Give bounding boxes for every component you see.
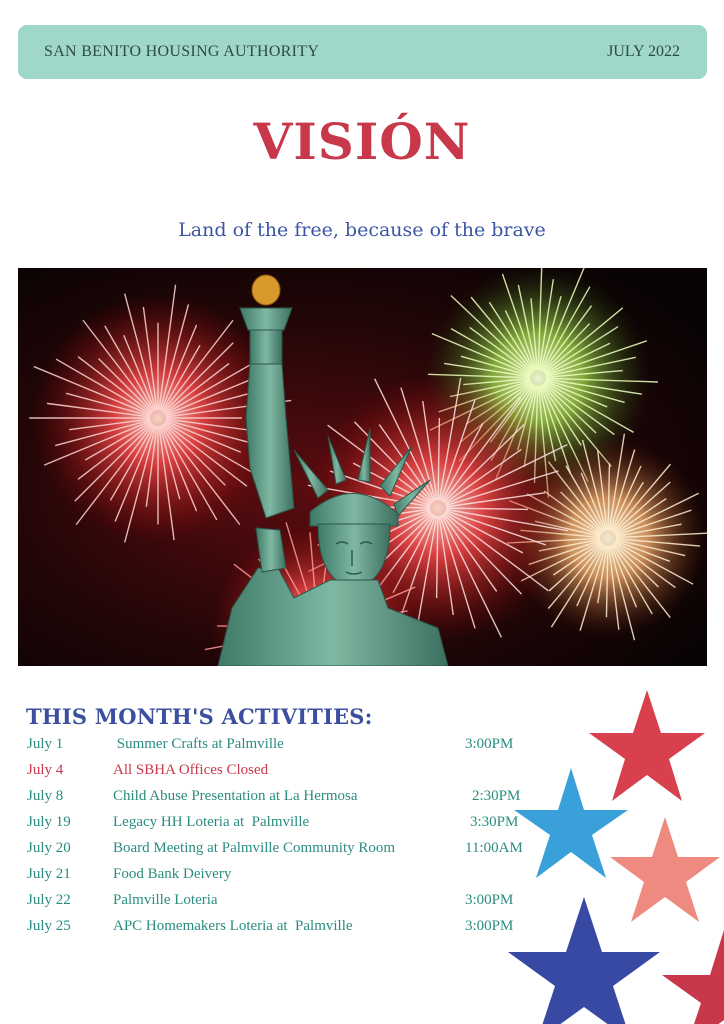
activities-heading: THIS MONTH'S ACTIVITIES: [26,704,373,729]
activity-event: Palmville Loteria [113,892,218,908]
activity-event: Legacy HH Loteria at Palmville [113,814,310,830]
activity-time: 3:00PM [465,918,514,934]
organization-name: SAN BENITO HOUSING AUTHORITY [44,43,320,60]
activity-date: July 20 [27,840,71,856]
activity-date: July 1 [27,736,64,752]
pink-star-icon [610,817,720,922]
activity-time: 3:00PM [465,736,514,752]
dark-red-star-icon [662,930,724,1024]
activity-event: Board Meeting at Palmville Community Room [113,840,396,856]
activity-date: July 22 [27,892,71,908]
activity-date: July 21 [27,866,71,882]
activity-date: July 4 [27,762,64,778]
activity-event: Summer Crafts at Palmville [113,736,284,752]
activity-date: July 19 [27,814,71,830]
activity-time: 3:30PM [470,814,519,830]
activity-time: 11:00AM [465,840,523,856]
activity-event: Child Abuse Presentation at La Hermosa [113,788,358,804]
activity-event: All SBHA Offices Closed [113,762,269,778]
page-title: VISIÓN [253,112,471,171]
activity-event: Food Bank Deivery [113,866,232,882]
red-star-icon [589,690,705,801]
activity-time: 2:30PM [472,788,521,804]
activity-date: July 8 [27,788,64,804]
activity-time: 3:00PM [465,892,514,908]
light-blue-star-icon [514,768,628,878]
activity-date: July 25 [27,918,71,934]
activity-event: APC Homemakers Loteria at Palmville [113,918,353,934]
issue-date: JULY 2022 [607,43,680,60]
page-subtitle: Land of the free, because of the brave [178,219,546,241]
